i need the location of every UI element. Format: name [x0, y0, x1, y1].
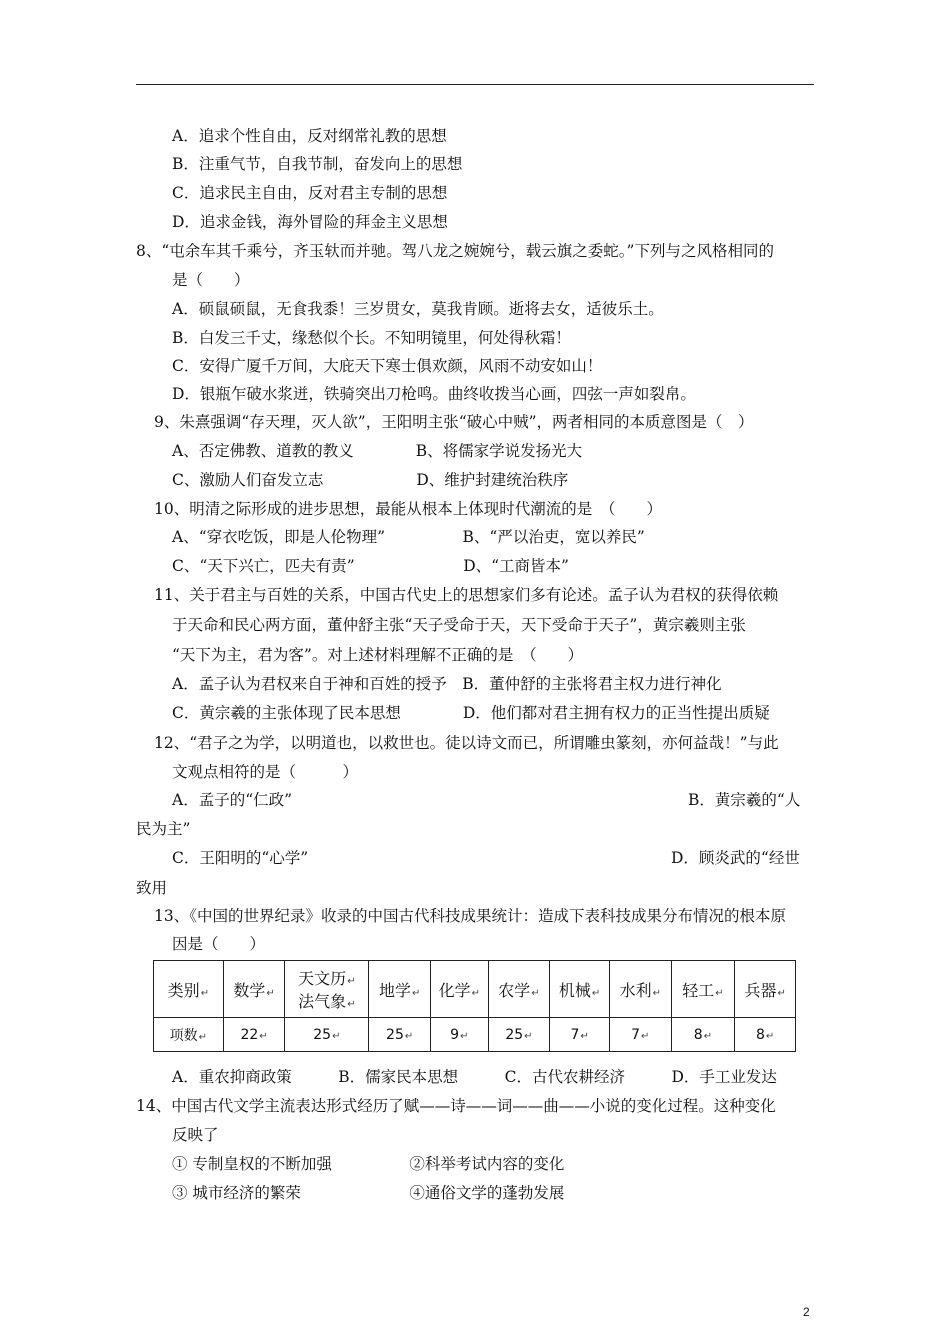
paragraph-mark-icon: ↵	[332, 1030, 341, 1042]
table-header-cell	[735, 961, 796, 1018]
text-line: 因是（ ）	[172, 935, 266, 953]
paragraph-mark-icon: ↵	[715, 987, 724, 999]
header-rule	[136, 84, 814, 85]
cell-text: 农学	[498, 980, 531, 1000]
text-line: 是（ ）	[172, 271, 250, 289]
table-header-cell	[154, 961, 224, 1018]
text-line: B．黄宗羲的“人	[688, 791, 801, 809]
paragraph-mark-icon: ↵	[471, 987, 481, 999]
paragraph-mark-icon: ↵	[200, 987, 210, 999]
cell-text: 项数	[169, 1027, 198, 1044]
text-line: B．注重气节，自我节制，奋发向上的思想	[172, 155, 463, 173]
text-line: 民为主”	[136, 820, 191, 838]
cell-text: 类别	[167, 980, 200, 1000]
text-line: C、“天下兴亡，匹夫有责” D、“工商皆本”	[172, 557, 569, 575]
paragraph-mark-icon: ↵	[777, 987, 786, 999]
table-value-cell	[369, 1018, 431, 1052]
table-value-cell	[550, 1018, 610, 1052]
cell-text: 地学	[378, 980, 411, 1000]
text-line: A．孟子的“仁政”	[172, 791, 293, 809]
paragraph-mark-icon: ↵	[259, 1030, 268, 1042]
paragraph-mark-icon: ↵	[531, 987, 540, 999]
text-line: A．追求个性自由，反对纲常礼教的思想	[172, 127, 447, 145]
cell-text: 法气象	[298, 992, 347, 1011]
paragraph-mark-icon: ↵	[652, 987, 661, 999]
text-line: C、激励人们奋发立志 D、维护封建统治秩序	[172, 471, 569, 489]
text-line: A．孟子认为君权来自于神和百姓的授予 B．董仲舒的主张将君主权力进行神化	[172, 675, 722, 693]
text-line: 8、“屯余车其千乘兮，齐玉轪而并驰。驾八龙之婉婉兮，载云旗之委蛇。”下列与之风格相同的	[136, 242, 774, 260]
cell-text: 8	[755, 1026, 765, 1043]
table-value-cell	[735, 1018, 796, 1052]
table-header-cell	[488, 961, 550, 1018]
table-value-cell	[671, 1018, 735, 1052]
table-value-cell	[154, 1018, 224, 1052]
table-header-cell	[369, 961, 431, 1018]
text-line: D．银瓶乍破水浆迸，铁骑突出刀枪鸣。曲终收拨当心画，四弦一声如裂帛。	[172, 385, 696, 403]
text-line: “天下为主，君为客”。对上述材料理解不正确的是 （ ）	[172, 646, 584, 664]
table-value-cell	[488, 1018, 550, 1052]
paragraph-mark-icon: ↵	[460, 1030, 469, 1042]
table-header-cell	[609, 961, 671, 1018]
cell-text: 9	[450, 1026, 460, 1043]
text-line: A、“穿衣吃饭，即是人伦物理” B、“严以治吏，宽以养民”	[172, 528, 645, 546]
table-value-cell	[431, 1018, 489, 1052]
table-header-cell	[431, 961, 489, 1018]
table-header-cell	[285, 961, 369, 1018]
cell-text: 22	[240, 1026, 259, 1043]
text-line: C．安得广厦千万间，大庇天下寒士俱欢颜，风雨不动安如山！	[172, 357, 603, 375]
text-line: 10、明清之际形成的进步思想，最能从根本上体现时代潮流的是 （ ）	[154, 500, 662, 518]
text-line: C．追求民主自由，反对君主专制的思想	[172, 184, 448, 202]
paragraph-mark-icon: ↵	[411, 987, 421, 999]
cell-text: 25	[386, 1026, 404, 1043]
cell-text: 化学	[438, 980, 471, 1000]
table-header-row	[154, 961, 796, 1018]
text-line: A、否定佛教、道教的教义 B、将儒家学说发扬光大	[172, 442, 583, 460]
table-header-cell	[671, 961, 735, 1018]
text-line: D．追求金钱，海外冒险的拜金主义思想	[172, 213, 448, 231]
text-line: 于天命和民心两方面，董仲舒主张“天子受命于天，天下受命于天子”，黄宗羲则主张	[172, 616, 746, 634]
page-number: 2	[803, 1305, 810, 1319]
paragraph-mark-icon: ↵	[765, 1030, 775, 1042]
cell-text: 8	[693, 1026, 703, 1043]
text-line: 11、关于君主与百姓的关系，中国古代史上的思想家们多有论述。孟子认为君权的获得依赖	[154, 586, 779, 604]
paragraph-mark-icon: ↵	[580, 1030, 589, 1042]
text-line: 文观点相符的是（ ）	[172, 763, 359, 781]
cell-text: 25	[313, 1026, 332, 1043]
cell-text: 兵器	[744, 980, 777, 1000]
table-header-cell	[223, 961, 285, 1018]
paragraph-mark-icon: ↵	[591, 987, 601, 999]
text-line: 9、朱熹强调“存天理，灭人欲”，王阳明主张“破心中贼”，两者相同的本质意图是（ ）	[154, 413, 754, 431]
cell-text: 轻工	[682, 980, 715, 1000]
text-line: C．黄宗羲的主张体现了民本思想 D．他们都对君主拥有权力的正当性提出质疑	[172, 704, 770, 722]
paragraph-mark-icon: ↵	[347, 976, 356, 987]
table-value-cell	[285, 1018, 369, 1052]
text-line: 13、《中国的世界纪录》收录的中国古代科技成果统计：造成下表科技成果分布情况的根本原	[154, 907, 786, 925]
text-line: ① 专制皇权的不断加强 ②科举考试内容的变化	[172, 1155, 565, 1173]
text-line: 致用	[136, 879, 168, 897]
table-header-cell	[550, 961, 610, 1018]
text-line: 反映了	[172, 1126, 219, 1144]
paragraph-mark-icon: ↵	[198, 1031, 208, 1043]
text-line: A．重农抑商政策 B．儒家民本思想 C．古代农耕经济 D．手工业发达	[172, 1068, 777, 1086]
cell-text: 25	[505, 1026, 524, 1043]
text-line: 12、“君子之为学，以明道也，以救世也。徒以诗文而已，所谓雕虫篆刻，亦何益哉！”与此	[154, 734, 779, 752]
cell-text: 数学	[233, 980, 266, 1000]
table-value-cell	[223, 1018, 285, 1052]
text-line: 14、中国古代文学主流表达形式经历了赋——诗——词——曲——小说的变化过程。这种变化	[136, 1097, 776, 1115]
cell-text: 7	[570, 1026, 580, 1043]
cell-text: 天文历	[298, 969, 347, 988]
paragraph-mark-icon: ↵	[266, 987, 275, 999]
table-value-row	[154, 1018, 796, 1052]
paragraph-mark-icon: ↵	[347, 999, 356, 1010]
paragraph-mark-icon: ↵	[404, 1030, 414, 1042]
cell-text: 7	[631, 1026, 641, 1043]
science-achievements-table	[153, 960, 796, 1052]
paragraph-mark-icon: ↵	[524, 1030, 533, 1042]
table-value-cell	[609, 1018, 671, 1052]
cell-text: 机械	[558, 980, 591, 1000]
text-line: A．硕鼠硕鼠，无食我黍！三岁贯女，莫我肯顾。逝将去女，适彼乐土。	[172, 300, 664, 318]
paragraph-mark-icon: ↵	[641, 1030, 650, 1042]
text-line: B．白发三千丈，缘愁似个长。不知明镜里，何处得秋霜！	[172, 329, 571, 347]
text-line: C．王阳明的“心学”	[172, 849, 309, 867]
text-line: ③ 城市经济的繁荣 ④通俗文学的蓬勃发展	[172, 1184, 565, 1202]
cell-text: 水利	[619, 980, 652, 1000]
text-line: D．顾炎武的“经世	[671, 849, 800, 867]
paragraph-mark-icon: ↵	[703, 1030, 713, 1042]
